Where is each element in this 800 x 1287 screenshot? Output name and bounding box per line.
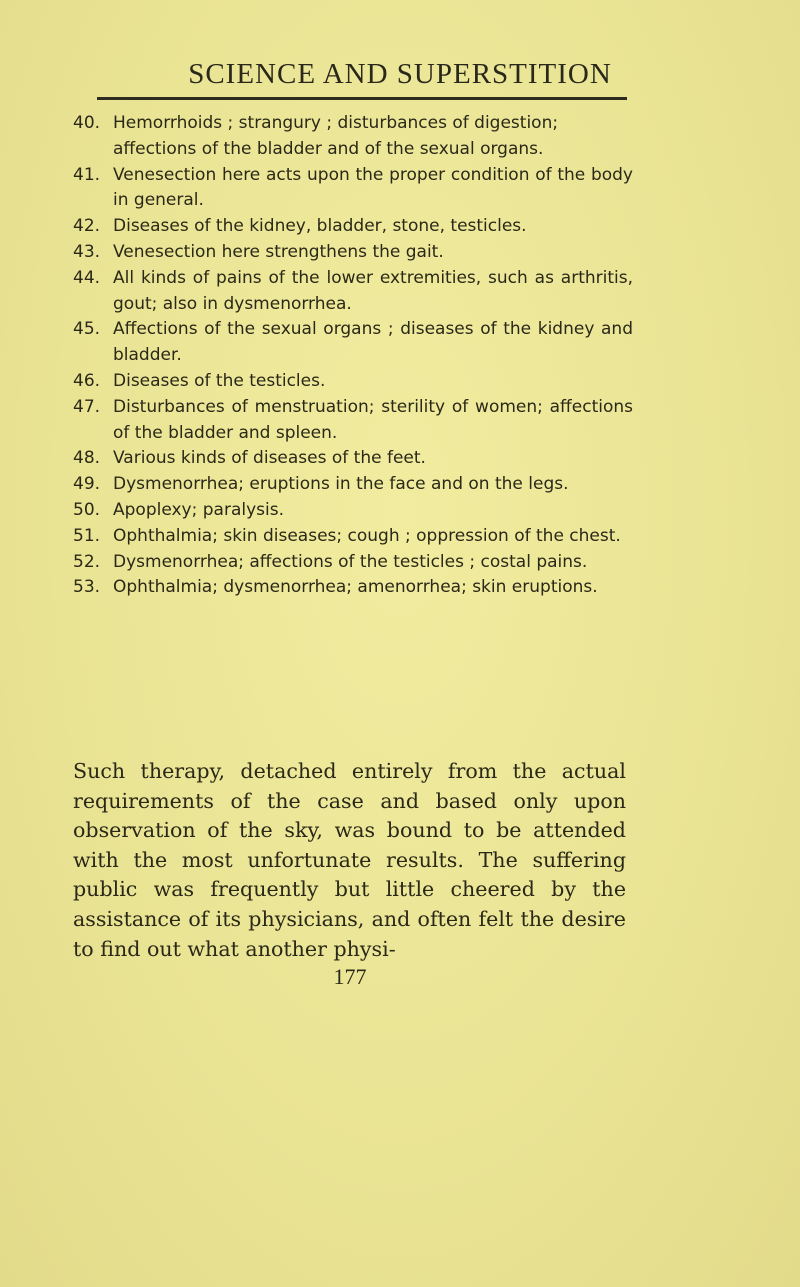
list-item — [73, 472, 633, 498]
item-number: 40. — [73, 113, 101, 133]
list-item — [73, 550, 633, 576]
item-text: Diseases of the testicles. — [113, 370, 326, 391]
item-text: All kinds of pains of the lower extremities, such as arthritis, gout; also in dysmenorrhea. — [113, 267, 633, 314]
item-number: 53. — [73, 577, 101, 598]
list-item — [73, 317, 633, 369]
numbered-list — [73, 111, 633, 601]
item-text: Disturbances of menstruation; sterility of women; affections of the bladder and spleen. — [113, 396, 633, 443]
item-text: Various kinds of diseases of the feet. — [113, 448, 426, 469]
item-number: 51. — [73, 525, 101, 546]
item-text: Apoplexy; paralysis. — [113, 499, 284, 520]
item-text: Dysmenorrhea; eruptions in the face and on the legs. — [113, 474, 569, 495]
head-rule — [97, 97, 627, 100]
item-text: Venesection here strengthens the gait. — [113, 241, 444, 262]
item-text: Affections of the sexual organs ; diseases of the kidney and bladder. — [113, 319, 633, 366]
item-text: Ophthalmia; skin diseases; cough ; oppression of the chest. — [113, 525, 621, 546]
list-item — [73, 240, 633, 266]
list-item — [73, 446, 633, 472]
list-item — [73, 395, 633, 447]
list-item — [73, 111, 633, 163]
item-number: 48. — [73, 448, 101, 469]
item-number: 47. — [73, 396, 101, 417]
page-number: 177 — [333, 964, 367, 989]
item-number: 42. — [73, 216, 101, 237]
list-item — [73, 163, 633, 215]
item-text: Ophthalmia; dysmenorrhea; amenorrhea; skin eruptions. — [113, 577, 598, 598]
item-number: 43. — [73, 241, 101, 262]
item-text: Dysmenorrhea; affections of the testicles ; costal pains. — [113, 551, 588, 572]
item-number: 50. — [73, 499, 101, 520]
item-text: Hemorrhoids ; strangury ; disturbances of digestion; affections of the bladder and of the sexual organs. — [113, 113, 559, 159]
running-head: SCIENCE AND SUPERSTITION — [188, 58, 612, 90]
list-item — [73, 575, 633, 601]
item-text: Diseases of the kidney, bladder, stone, testicles. — [113, 216, 527, 237]
list-item — [73, 498, 633, 524]
item-number: 52. — [73, 551, 101, 572]
item-number: 41. — [73, 164, 101, 185]
list-item — [73, 266, 633, 318]
list-item — [73, 369, 633, 395]
list-item — [73, 214, 633, 240]
item-number: 44. — [73, 267, 101, 288]
list-item — [73, 524, 633, 550]
item-number: 45. — [73, 319, 101, 340]
item-number: 49. — [73, 474, 101, 495]
item-number: 46. — [73, 370, 101, 391]
item-text: Venesection here acts upon the proper condition of the body in general. — [113, 164, 633, 211]
body-paragraph: Such therapy, detached entirely from the actual requirements of the case and based only upon observation of the sky, was bound to be attended with the most unfortunate results. The suffering public was frequently but little cheered by the assistance of its physicians, and often felt the desire to find out what another physi- — [73, 759, 626, 961]
